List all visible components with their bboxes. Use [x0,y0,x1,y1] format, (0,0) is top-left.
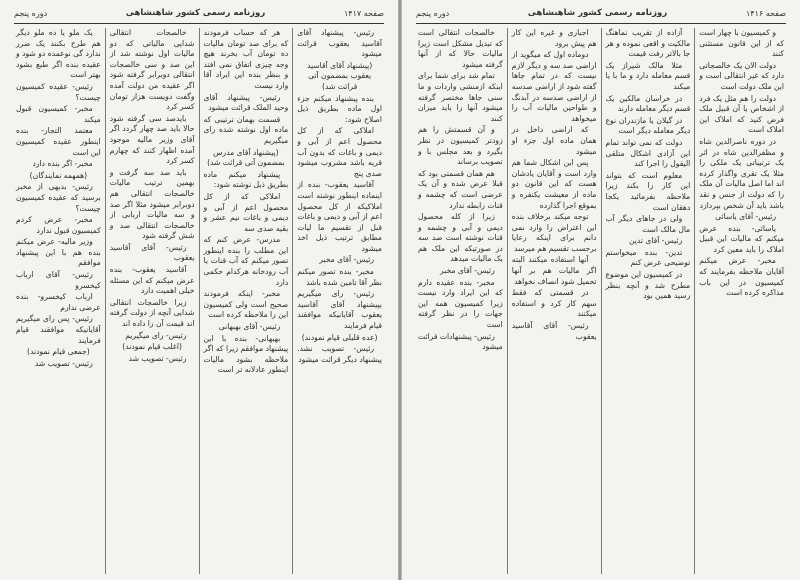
text-column [292,28,386,574]
paragraph: ولی در جاهای دیگر آب مال مالک است [605,214,691,234]
paragraph: رئیس- آقای مخبر [439,266,495,276]
paragraph: یاسائی- بنده عرض میکنم که مالیات این قبیل املاک را باید معین کرد [699,223,784,254]
text-column [12,28,105,574]
paragraph: رئیس- آقای آقاسید یعقوب [511,321,597,341]
volume-label: دوره پنجم [14,8,48,18]
paragraph: مخبر- عرض کردم کمیسیون قبول ندارد [16,215,101,235]
paragraph: وزیر مالیه- عرض میکنم بنده هم با این پیشنهاد موافقم [16,237,101,268]
paragraph: ارباب کیخسرو- بنده عرضی ندارم [16,292,101,312]
paragraph: رئیس- پیشنهاد آقای آقاسید یعقوب قرائت میشود [297,28,382,59]
newspaper-title: روزنامه رسمی کشور شاهنشاهی [125,8,266,18]
paragraph: مخبر- اگر بنده دارد [32,159,93,169]
paragraph: اجباری و غیره این کار هم پیش برود [511,28,597,48]
paragraph: رئیس- تصویب شد [128,353,187,363]
paragraph: مخبر- بنده عقیده دارم که این ایراد وارد نیست زیرا کمیسیون همه این جهات را در نظر گرفته است [418,277,503,330]
paragraph: آنها استفاده میکنند البته اگر مالیات هم بر آنها تحمیل شود انصاف نخواهد [511,255,597,286]
left-page-header [14,6,384,24]
paragraph: دولت که نمی تواند تمام این آزادی اشکال متلقی الیقول را اجرا کند [605,137,691,169]
paragraph: تدین- بنده میخواستم توضیحی عرض کنم [605,247,691,268]
paragraph: رئیس- آقای یاسائی [715,212,776,222]
left-page [0,0,398,580]
paragraph: رئیس- رای میگیریم [125,330,187,340]
paragraph: در گیلان یا مازندران نوع دیگر معامله دیگر است [605,115,691,136]
paragraph: یک ملو یا ده ملو دیگر هم طرح بکنند یک ضرر ندارد گی نوعمده دو شود و عقیده بنده اگر طبع بشود بهتر است [16,28,101,80]
paragraph: بنده پیشنهاد میکنم جزء اول ماده بطریق ذیل اصلاح شود: [297,93,382,124]
text-column [105,28,199,574]
paragraph: مخبر- اینکه فرمودند صحیح است ولی کمیسیون این را ملاحظه کرده است [203,289,289,320]
paragraph: رئیس- آقای ارباب کیخسرو [16,270,101,290]
text-column [601,28,695,574]
paragraph: هر که حساب فرمودند که برای صد تومان مالیات ده تومان آب بخرند هیچ وجه چیزی اتفاق نمی افتد و بنظر بنده این ایراد آقا وارد نیست [203,28,289,90]
paragraph: رئیس- آقای بهبهانی [218,322,281,332]
paragraph: توجه میکند برخلاف بنده این اعتراض را وارد نمی دانم برای اینکه رعایا برحسب تقسیم هم میرسد [511,212,597,253]
paragraph: رئیس- عقیده کمیسیون چیست؟ [16,81,101,102]
text-column [199,28,293,574]
paragraph: رئیس- آقای آقاسید یعقوب [109,242,195,263]
paragraph: رئیس- رای میگیریم بپیشنهاد آقای آقاسید یعقوب آقایانیکه موافقند قیام فرمایند [297,289,382,331]
paragraph: باید صد سه گرفت و بهمین ترتیب مالیات خالصجات انتقالی هم دوبرابر میشود مثلا اگر صد و سه مالیات اربابی از خالصجات انتقالی صد و شش گرفته شود [109,167,195,241]
paragraph: املاکی که از کل محصول اعم از آبی و دیمی و باغات نیم عشر و بقیه صدی سه [203,191,289,233]
paragraph: رئیس- آقای مخبر [319,255,374,265]
paragraph: مخبر- بنده تصور میکنم نظر آقا تامین شده باشد [297,267,382,287]
paragraph: (همهمه نمایندگان) [29,170,88,180]
paragraph: زیرا از کله محصول دیمی و آبی و چشمه و قنات نوشته است صد سه در صورتیکه این ملک هم یک مالیات میدهد [418,212,503,264]
paragraph: (جمعی قیام نمودند) [27,347,90,357]
paragraph: خالصجات انتقالی است که تبدیل مشکل است زیرا مالیات حالا که از آنها گرفته میشود [418,28,503,69]
paragraph: رئیس- تصویب شد [34,358,93,368]
paragraph: و کمیسیون با چهار است که از این قانون مستثنی کنند [699,28,784,59]
right-page [402,0,800,580]
newspaper-title: روزنامه رسمی کشور شاهنشاهی [527,8,668,18]
paragraph: که اراضی داخل در همان ماده اول جزء او میشود [511,125,597,156]
paragraph: رئیس- تصویب نشد. پیشنهاد دیگر قرائت میشود [297,344,382,364]
paragraph: هم همان قسمتی بود که قبلا عرض شده و آن یک عرضی است که چشمه و قنات رابطه ندارد [418,168,503,210]
volume-label: دوره پنجم [416,8,450,18]
paragraph: مثلا مالک شیراز یک قسم معامله دارد و ما با یا میکند [605,60,691,91]
paragraph: معلوم است که بتواند این کار را بکند زیرا ملاحظه بفرمائید یکجا دهقان است [605,170,691,212]
paragraph: بهبهانی- بنده با این پیشنهاد موافقم زیرا که اگر ملاحظه بشود مالیات اینطور عادلانه تر است [203,333,289,375]
paragraph: مخبر- عرض میکنم آقایان ملاحظه بفرمایند که کمیسیون در این باب مذاکره کرده است [699,256,784,298]
left-page-columns [12,28,386,574]
paragraph: در خراسان مالکین یک قسم دیگر معامله دارند [605,93,691,114]
right-page-columns [414,28,788,574]
paragraph: در دوره ناصرالدین شاه و مظفرالدین شاه در اثر یک ترتیباتی یک ملکی را مثلا یک تقری واگذار کرده اند اما اصل مالیات آن ملک را که دولت از جنس و نقد باشد باید آن شخص بپردازد [699,136,784,210]
paragraph: (پیشنهاد آقای آقاسید یعقوب بمضمون آتی قرائت شد) [307,60,373,91]
paragraph: (عده قلیلی قیام نمودند) [301,332,378,342]
paragraph: پیشنهاد میکنم ماده بطریق ذیل نوشته شود: [203,169,289,190]
paragraph: تمام شد برای شما برای اینکه ازمنشی واردات و ما سنی جاها مختصر گرفته میشود آنها را باید میزان کنند [418,71,503,123]
paragraph: پس این اشکال شما هم وارد است و آقایان یادشان هست که این قانون دو ماده از معیشت یکنفره و بموقع اجرا گذارده [511,158,597,210]
paragraph: آقاسید یعقوب- بنده از اینماده اینطور نوشته است املاکیکه از کل محصول اعم از آبی و دیمی و باغات قبل از تقسیم ما لیات مطابق ترتیب ذیل اخذ میشود [297,180,382,253]
paragraph: معتمد التجار- بنده اینطور عقیده کمیسیون این است [16,126,101,157]
paragraph: مخبر- کمیسیون قبول میکند [16,104,101,124]
paragraph: رئیس- پیشنهاد آقای وحید الملک قرائت میشود [203,92,289,113]
text-column [694,28,788,574]
paragraph: و آن قسمتش را هم زودتر کمیسیون در نظر بگیرد و بعد مجلس با و تصویب برساند [418,125,503,167]
paragraph: مدرس- عرض کنم که این مطلب را بنده اینطور تصور میکنم که آب قنات یا آب رودخانه هرکدام حکمی دارد [203,235,289,287]
paragraph: زیرا خالصجات انتقالی شدایی آنچه از دولت گرفته اند قیمت آن را داده اند [109,297,195,329]
page-number: صفحه ۱۴۱۷ [343,8,384,18]
paragraph: دولت الان یک خالصجاتی دارد که غیر انتقالی است و این ملک دولت است [699,60,784,91]
paragraph: در کمیسیون این موضوع مطرح شد و آنچه بنظر رسید همین بود [605,270,691,301]
paragraph: (اغلب قیام نمودند) [122,342,182,352]
paragraph: املاکی که از کل محصول اعم از آبی و دیمی و باغات که بدون آب قریه باشد مشروب میشود صدی پنج [297,126,382,178]
paragraph: (پیشنهاد آقای مدرس بمضمون آتی قرائت شد) [207,147,285,168]
paragraph: آزاده از تقریب نماهنگ مالکیت و اقعی نموده و هر جا بالاتر رفت قیمت [605,28,691,59]
paragraph: دوماده اول که میگوید از اراضی صد سه و دیگر لازم نیست که در تمام جاها گفته شود از اراضی صدسه از اراضی صدسه در آبدنگ و طواحین مالیات آب را میخواهد [511,50,597,123]
right-page-header [416,6,786,24]
paragraph: رئیس- پس رای میگیریم آقایانیکه موافقند قیام فرمایند [16,314,101,345]
text-column [414,28,507,574]
paragraph: قسمت بهمان ترتیبی که ماده اول نوشته شده رای میگیریم [203,114,289,145]
paragraph: دولت را هم مثل یک فرد از اشخاص یا آن قبیل ملک فرض کنید که املاک این املاک است [699,93,784,135]
paragraph: رئیس- بدیهی از مخبر برسید که عقیده کمیسیون چیست؟ [16,182,101,213]
paragraph: رئیس- آقای تدین [628,236,683,246]
paragraph: در قسمتی که فقط سهم کار کرد و استفاده میکنند [511,288,597,319]
paragraph: خالصجات انتقالی شدایی مالیاتی که دو مالیات اول نوشته شد از این صد و سی خالصجات انتقالی دوبرابر گرفته شود اگر عقیده من دولت آمده وگفت دویست هزار تومان کسر کرد [109,28,195,112]
paragraph: بایدصد سی گرفته شود حالا باید صد چهار گردد اگر آقای وزیر مالیه موجود آمده اظهار کنند که چهارم کسر کرد [109,113,195,166]
page-number: صفحه ۱۴۱۶ [745,8,786,18]
paragraph: آقاسید یعقوب- بنده عرض میکنم که این مسئله خیلی اهمیت دارد [109,265,195,296]
text-column [507,28,601,574]
paragraph: رئیس- پیشنهادات قرائت میشود [418,331,503,352]
